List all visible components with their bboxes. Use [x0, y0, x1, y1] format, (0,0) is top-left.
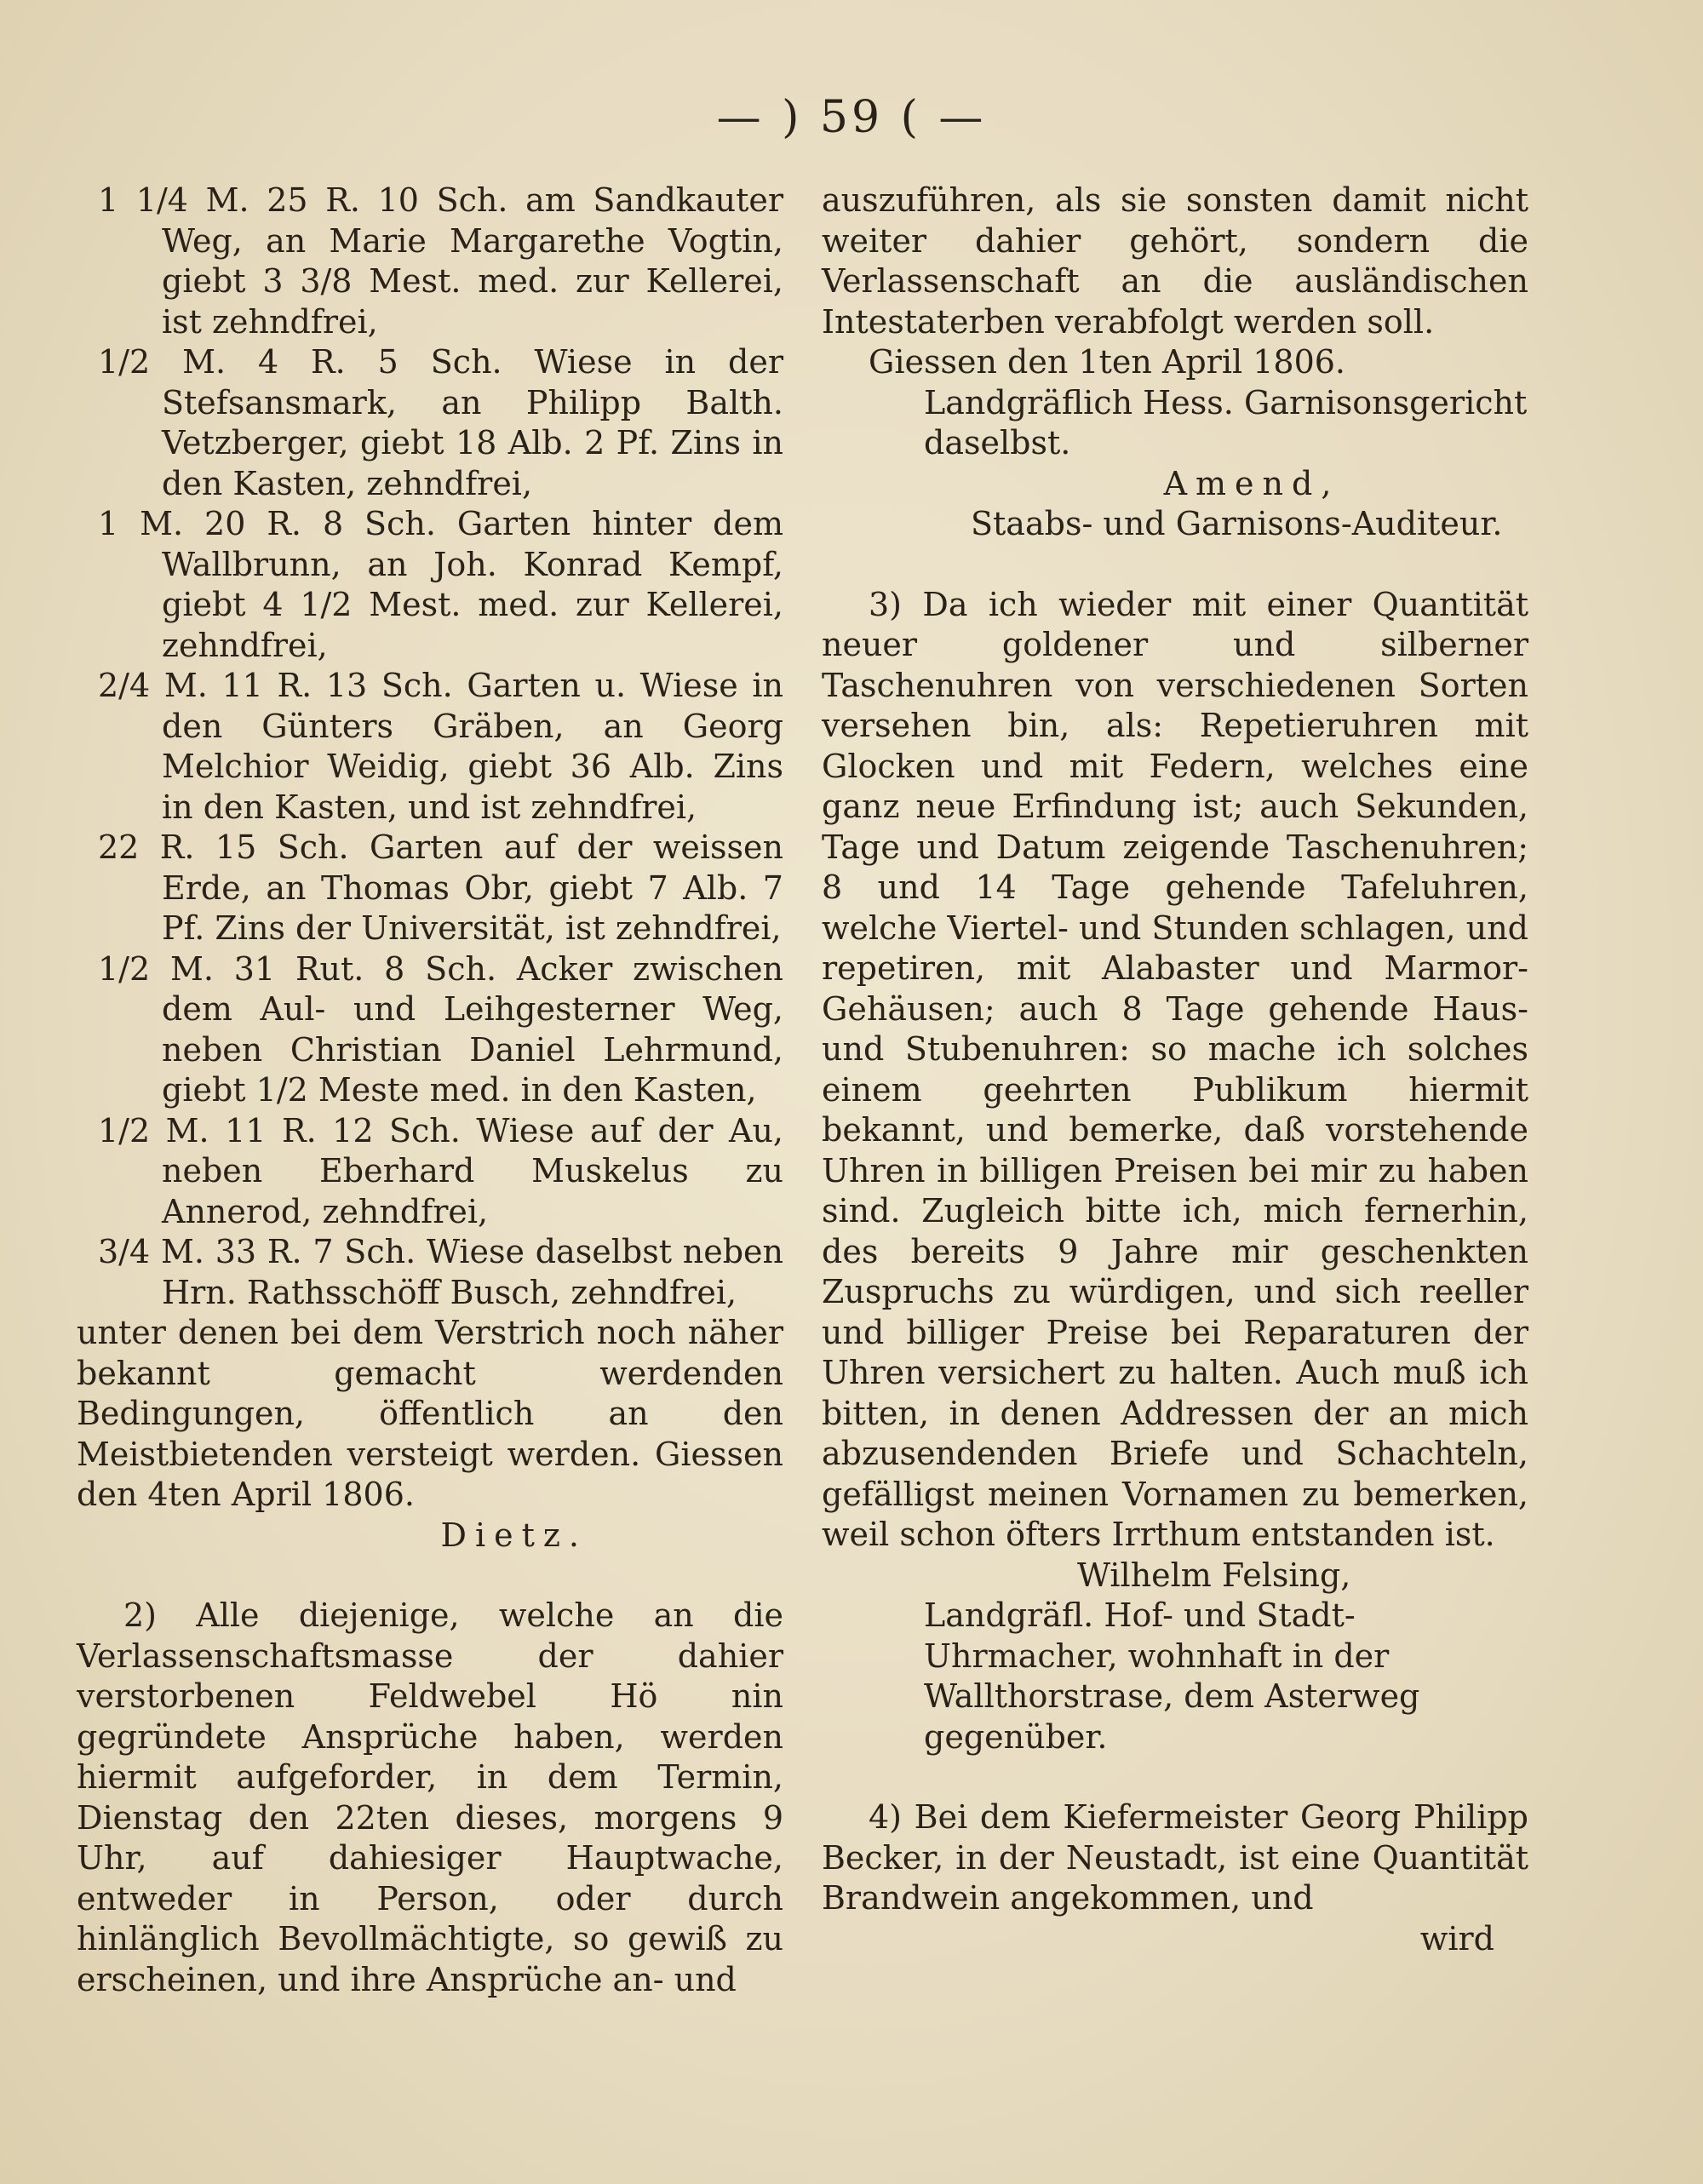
page-number: — ) 59 ( —: [716, 92, 987, 143]
property-entry: 2/4 M. 11 R. 13 Sch. Garten u. Wiese in den Günters Gräben, an Georg Melchior Weidig, giebt 36 Alb. Zins in den Kasten, und ist zehndfrei,: [98, 667, 783, 826]
property-entry: 3/4 M. 33 R. 7 Sch. Wiese daselbst neben Hrn. Rathsschöff Busch, zehndfrei,: [98, 1233, 783, 1311]
auditor-title: Staabs- und Garnisons-Auditeur.: [971, 505, 1503, 542]
notice-3: 3) Da ich wieder mit einer Quantität neuer goldener und silberner Taschenuhren von verschiedenen Sorten versehen bin, als: Repetieruhren mit Glocken und mit Federn, welches eine ganz neue Erfindung ist; auch Sekunden, Tage und Datum zeigende Taschenuhren; 8 und 14 Tage gehende Tafeluhren, welche Viertel- und Stunden schlagen, und repetiren, mit Alabaster und Marmor-Gehäusen; auch 8 Tage gehende Haus- und Stubenuhren: so mache ich solches einem geehrten Publikum hiermit bekannt, und bemerke, daß vorstehende Uhren in billigen Preisen bei mir zu haben sind. Zugleich bitte ich, mich fernerhin, des bereits 9 Jahre mir geschenkten Zuspruchs zu würdigen, und sich reeller und billiger Preise bei Reparaturen der Uhren versichert zu halten. Auch muß ich bitten, in denen Addressen der an mich abzusendenden Briefe und Schachteln, gefälligst meinen Vornamen zu bemerken, weil schon öfters Irrthum entstanden ist.: [822, 585, 1528, 1553]
notice-2-continuation: auszuführen, als sie sonsten damit nicht weiter dahier gehört, sondern die Verlassenschaft an die ausländischen Intestaterben verabfolgt werden soll.: [822, 181, 1528, 341]
catchword: wird: [1419, 1919, 1494, 1958]
auction-signature: Dietz.: [440, 1516, 588, 1554]
auditor-name: Amend,: [1163, 464, 1340, 502]
property-entry: 1 M. 20 R. 8 Sch. Garten hinter dem Wallbrunn, an Joh. Konrad Kempf, giebt 4 1/2 Mest. med. zur Kellerei, zehndfrei,: [98, 505, 783, 664]
watchmaker-title: Landgräfl. Hof- und Stadt-Uhrmacher, wohnhaft in der Wallthorstrase, dem Asterweg gegenüber.: [924, 1596, 1420, 1756]
property-entry: 1/2 M. 31 Rut. 8 Sch. Acker zwischen dem Aul- und Leihgesterner Weg, neben Christian Daniel Lehrmund, giebt 1/2 Meste med. in den Kasten,: [98, 949, 783, 1109]
property-entry: 1/2 M. 4 R. 5 Sch. Wiese in der Stefsansmark, an Philipp Balth. Vetzberger, giebt 18 Alb. 2 Pf. Zins in den Kasten, zehndfrei,: [98, 343, 783, 502]
left-column: [77, 181, 783, 2000]
right-column: [822, 181, 1528, 1959]
watchmaker-name: Wilhelm Felsing,: [1077, 1556, 1351, 1594]
notice-4: 4) Bei dem Kiefermeister Georg Philipp Becker, in der Neustadt, ist eine Quantität Brandwein angekommen, und: [822, 1798, 1528, 1917]
property-entry: 1 1/4 M. 25 R. 10 Sch. am Sandkauter Weg, an Marie Margarethe Vogtin, giebt 3 3/8 Mest. med. zur Kellerei, ist zehndfrei,: [98, 181, 783, 341]
property-entry: 22 R. 15 Sch. Garten auf der weissen Erde, an Thomas Obr, giebt 7 Alb. 7 Pf. Zins der Universität, ist zehndfrei,: [98, 828, 783, 947]
notice-2-date: Giessen den 1ten April 1806.: [869, 343, 1345, 381]
property-entry: 1/2 M. 11 R. 12 Sch. Wiese auf der Au, neben Eberhard Muskelus zu Annerod, zehndfrei,: [98, 1111, 783, 1230]
notice-2: 2) Alle diejenige, welche an die Verlassenschaftsmasse der dahier verstorbenen Feldwebel Hö nin gegründete Ansprüche haben, werden hiermit aufgeforder, in dem Termin, Dienstag den 22ten dieses, morgens 9 Uhr, auf dahiesiger Hauptwache, entweder in Person, oder durch hinlänglich Bevollmächtigte, so gewiß zu erscheinen, und ihre Ansprüche an- und: [77, 1596, 783, 1998]
auction-closing-text: unter denen bei dem Verstrich noch näher bekannt gemacht werdenden Bedingungen, öffentlich an den Meistbietenden versteigt werden. Giessen den 4ten April 1806.: [77, 1314, 783, 1513]
court-name: Landgräflich Hess. Garnisonsgericht daselbst.: [924, 383, 1528, 461]
